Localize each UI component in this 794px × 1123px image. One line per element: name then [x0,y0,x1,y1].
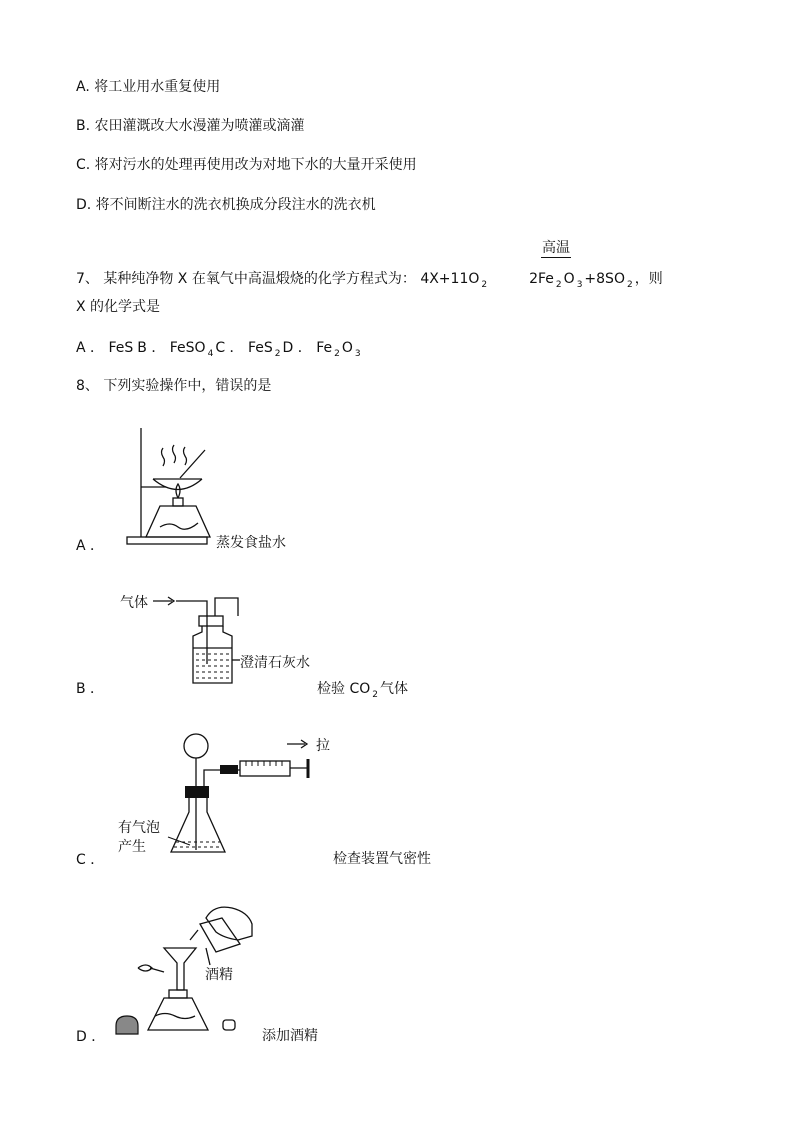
q7-option-b-sub: 4 [207,349,214,359]
q8-b-caption-end: 气体 [379,681,408,697]
q8-b-caption-sub: 2 [372,690,378,700]
q7-rhs-sub3: 2 [626,280,633,290]
q8-b-gas-label: 气体 [120,595,148,611]
q8-c-bubble-label-2: 产生 [118,839,146,855]
lamp-neck [169,990,187,998]
q6-option-b: B. 农田灌溉改大水漫灌为喷灌或滴灌 [76,118,305,134]
q8-b-letter: B ． [76,681,105,697]
q7-reaction-condition: 高温 [542,240,570,256]
label-leader [206,948,210,965]
q7-rhs-so: +8SO [584,271,625,287]
hand-icon [206,907,252,940]
q7-option-c-sub: 2 [274,349,281,359]
q8-c-bubble-label-1: 有气泡 [118,820,160,836]
q7-option-b: B ． FeSO [137,340,206,356]
q7-stem-line2: X 的化学式是 [76,299,161,315]
lamp-liquid [155,1014,195,1019]
q6-option-d: D. 将不间断注水的洗衣机换成分段注水的洗衣机 [76,197,376,213]
q7-option-c: C ． FeS [215,340,273,356]
q8-c-letter: C ． [76,852,105,868]
q8-a-caption: 蒸发食盐水 [216,535,286,551]
q7-rhs-sub1: 2 [555,280,562,290]
q8-c-pull-label: 拉 [316,738,330,754]
alcohol-lamp [148,998,208,1030]
q7-option-d: D ． Fe [282,340,333,356]
q8-d-caption: 添加酒精 [262,1028,318,1044]
q7-option-d-sub1: 2 [334,349,340,359]
wick [150,968,164,972]
q7-lhs-sub: 2 [481,280,488,290]
q8-c-caption: 检查装置气密性 [333,851,431,867]
q7-option-d-o: O [341,340,353,356]
q7-rhs-sub2: 3 [576,280,583,290]
funnel [164,948,196,990]
pour-stream [190,930,198,940]
q8-b-water-label: 澄清石灰水 [240,655,310,671]
q7-stem-prefix: 7、 某种纯净物 X 在氧气中高温煅烧的化学方程式为： [76,271,421,287]
bottle-stopper [223,1020,235,1030]
q7-rhs-o: O [563,271,575,287]
q7-option-a: A ． FeS [76,340,134,356]
q6-option-a: A. 将工业用水重复使用 [76,79,221,95]
q8-d-letter: D ． [76,1029,106,1045]
q7-lhs: 4X+11O [420,271,480,287]
q8-d-alcohol-label: 酒精 [205,967,233,983]
q8-a-letter: A ． [76,538,105,554]
q6-option-c: C. 将对污水的处理再使用改为对地下水的大量开采使用 [76,157,417,173]
q7-stem-suffix: ，则 [634,271,663,287]
q7-option-d-sub2: 3 [354,349,361,359]
q7-rhs-fe: 2Fe [529,271,554,287]
q8-stem: 8、 下列实验操作中，错误的是 [76,378,272,394]
flame-icon [138,965,152,971]
lamp-cap [116,1016,138,1034]
q8-b-caption-main: 检验 CO [317,681,371,697]
